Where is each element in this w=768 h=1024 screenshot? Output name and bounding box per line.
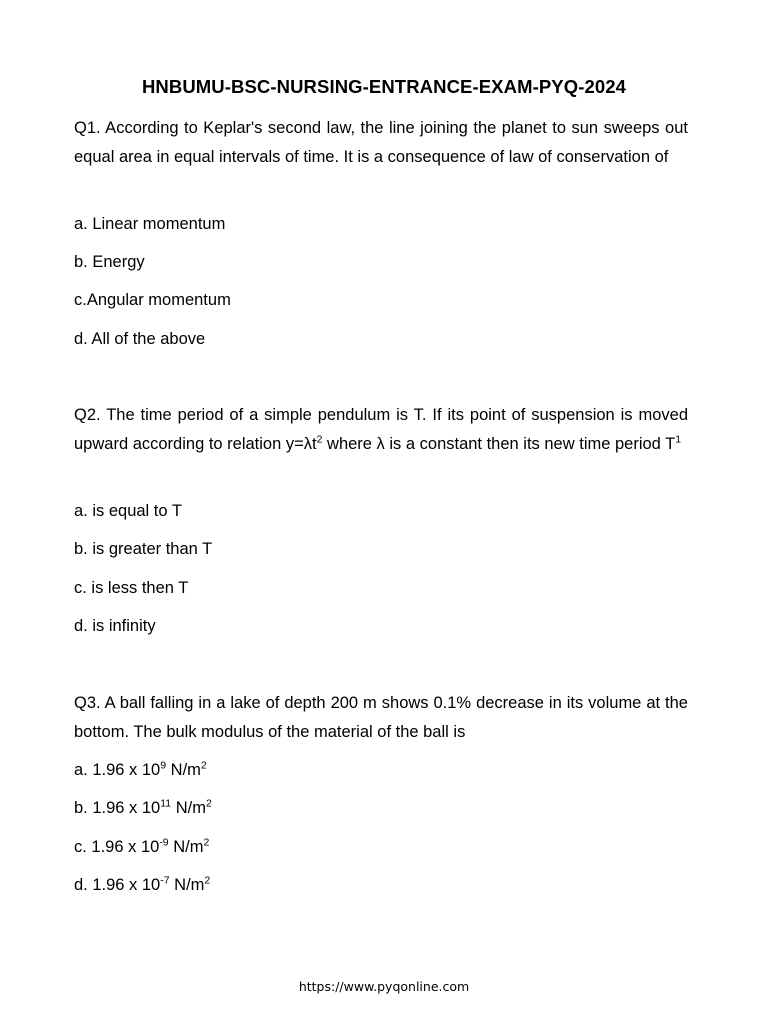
question-2-superscript-1: 2	[316, 433, 323, 445]
question-2-option-d: d. is infinity	[74, 617, 156, 635]
option-a-mantissa: a. 1.96 x 10	[74, 761, 161, 779]
question-3-option-c	[74, 837, 209, 857]
question-1-option-a: a. Linear momentum	[74, 215, 226, 233]
option-c-unit: N/m	[168, 838, 204, 856]
option-d-unit-exponent: 2	[204, 874, 211, 887]
question-1-option-c: c.Angular momentum	[74, 291, 231, 309]
question-3-text: Q3. A ball falling in a lake of depth 200 m shows 0.1% decrease in its volume at the bottom. The bulk modulus of the material of the ball is	[74, 694, 688, 741]
question-2-option-b: b. is greater than T	[74, 540, 213, 558]
question-1-option-b: b. Energy	[74, 253, 145, 271]
question-2-option-a: a. is equal to T	[74, 502, 182, 520]
option-b-exponent: 11	[160, 797, 172, 810]
question-3-option-a	[74, 760, 207, 780]
option-b-mantissa: b. 1.96 x 10	[74, 799, 161, 817]
option-a-exponent: 9	[160, 759, 167, 772]
question-2-text-part2: where λ is a constant then its new time period T	[322, 434, 676, 453]
question-2-superscript-2: 1	[675, 433, 682, 445]
option-c-unit-exponent: 2	[203, 836, 210, 849]
option-a-unit-exponent: 2	[200, 759, 207, 772]
question-1-text: Q1. According to Keplar's second law, the line joining the planet to sun sweeps out equal area in equal intervals of time. It is a consequence of law of conservation of	[74, 119, 688, 166]
page-title: HNBUMU-BSC-NURSING-ENTRANCE-EXAM-PYQ-2024	[141, 76, 627, 97]
option-d-unit: N/m	[169, 876, 205, 894]
option-c-exponent: -9	[159, 836, 169, 849]
question-2-option-c: c. is less then T	[74, 579, 189, 597]
option-a-unit: N/m	[166, 761, 201, 779]
question-3-option-d	[74, 875, 210, 895]
question-2-text-part1: Q2. The time period of a simple pendulum is T. If its point of suspension is moved upward according to relation y=λt	[74, 406, 688, 453]
footer-url[interactable]: https://www.pyqonline.com	[298, 979, 470, 994]
option-d-mantissa: d. 1.96 x 10	[74, 876, 161, 894]
option-b-unit: N/m	[171, 799, 206, 817]
question-1-option-d: d. All of the above	[74, 330, 206, 348]
option-c-mantissa: c. 1.96 x 10	[74, 838, 160, 856]
option-d-exponent: -7	[160, 874, 170, 887]
question-2-text	[74, 401, 688, 458]
question-3-option-b	[74, 798, 212, 818]
option-b-unit-exponent: 2	[205, 797, 212, 810]
